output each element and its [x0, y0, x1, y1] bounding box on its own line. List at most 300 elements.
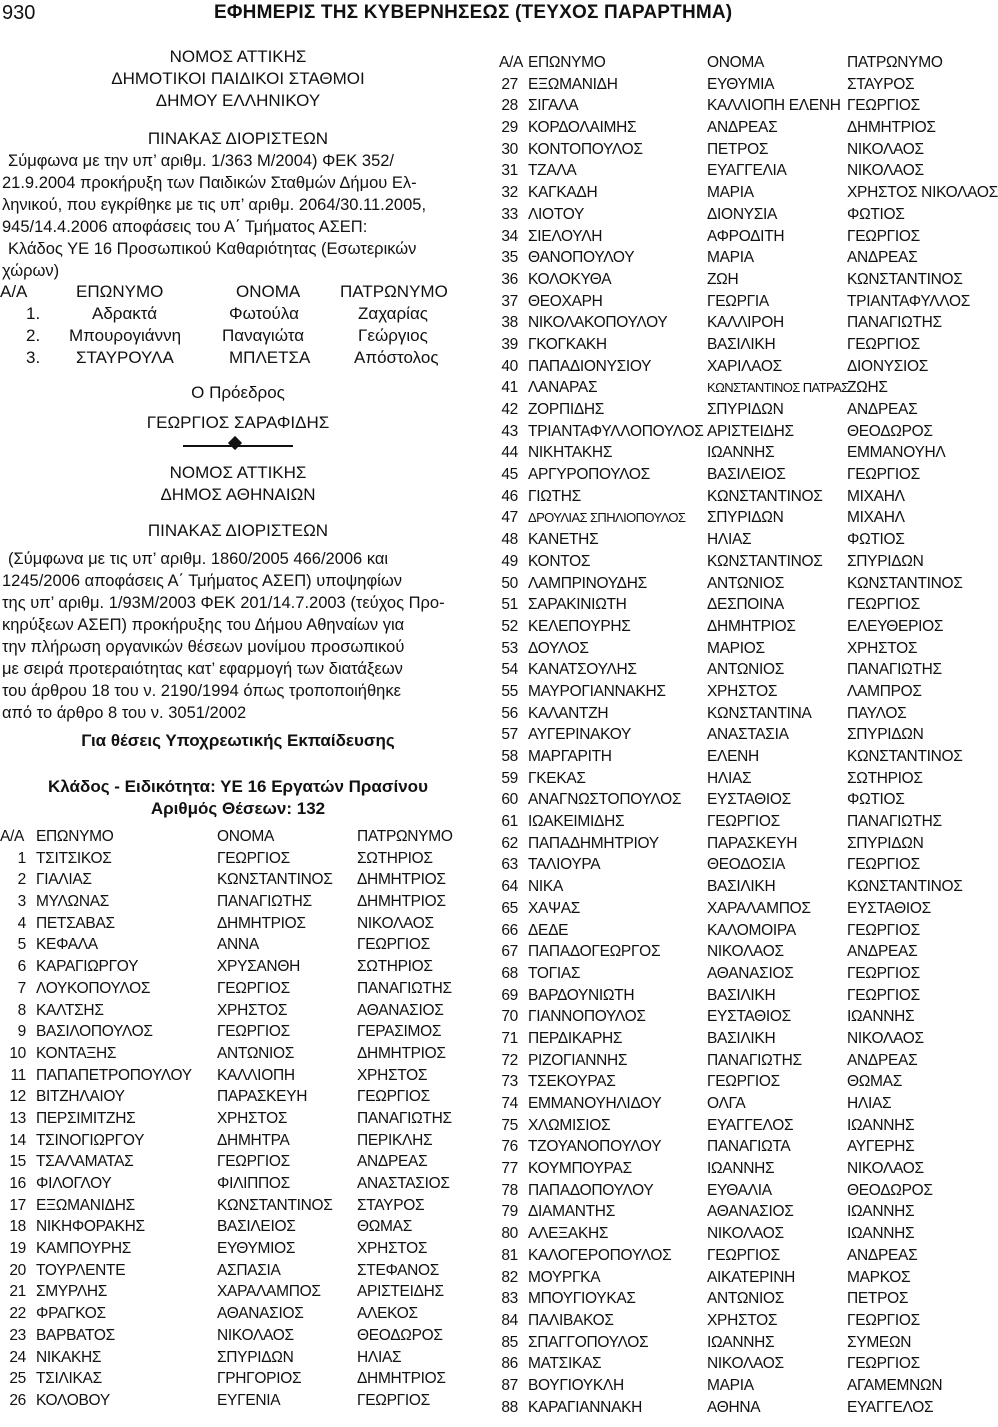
row-index: 72	[501, 1051, 518, 1069]
row-fathername: ΑΡΙΣΤΕΙΔΗΣ	[357, 1283, 444, 1301]
row-fathername: ΚΩΝΣΤΑΝΤΙΝΟΣ	[847, 748, 963, 765]
row-fathername: ΠΑΝΑΓΙΩΤΗΣ	[357, 979, 452, 997]
row-fathername: ΗΛΙΑΣ	[357, 1348, 402, 1366]
table-row	[0, 1281, 476, 1303]
row-name: ΚΩΝΣΤΑΝΤΙΝΑ	[707, 704, 812, 722]
table-row	[0, 1086, 476, 1108]
row-surname: ΚΟΡΔΟΛΑΙΜΗΣ	[528, 119, 637, 137]
row-surname: ΜΥΛΩΝΑΣ	[36, 893, 110, 911]
section2-table-right	[499, 52, 998, 1418]
row-name: ΓΕΩΡΓΙΟΣ	[217, 849, 290, 867]
row-index: 21	[9, 1283, 26, 1301]
row-name: ΜΑΡΙΟΣ	[707, 639, 765, 657]
row-surname: ΒΙΤΖΗΛΑΙΟΥ	[36, 1088, 125, 1106]
row-name: ΚΩΝΣΤΑΝΤΙΝΟΣ ΠΑΤΡΑΣ	[707, 380, 849, 396]
row-surname: ΚΟΝΤΟΠΟΥΛΟΣ	[528, 140, 643, 158]
row-name: ΠΑΡΑΣΚΕΥΗ	[217, 1088, 308, 1106]
row-index: 74	[501, 1095, 518, 1112]
row-name: ΜΑΡΙΑ	[707, 1376, 754, 1394]
row-fathername: ΤΡΙΑΝΤΑΦΥΛΛΟΣ	[847, 292, 971, 310]
table-row	[499, 269, 963, 291]
row-fathername: ΓΕΩΡΓΙΟΣ	[847, 335, 920, 353]
row-index: 32	[501, 184, 518, 202]
row-index: 82	[501, 1268, 518, 1286]
row-name: ΟΛΓΑ	[707, 1095, 746, 1112]
row-name: ΝΙΚΟΛΑΟΣ	[707, 943, 784, 961]
row-name: ΑΣΠΑΣΙΑ	[217, 1261, 281, 1279]
table-row	[0, 891, 476, 913]
row-surname: ΣΜΥΡΛΗΣ	[36, 1283, 108, 1301]
row-index: 80	[501, 1225, 518, 1243]
row-index: 81	[501, 1246, 518, 1264]
row-index: 66	[501, 921, 518, 939]
row-surname: ΒΑΡΔΟΥΝΙΩΤΗ	[528, 986, 635, 1004]
row-fathername: ΜΙΧΑΗΛ	[847, 509, 905, 527]
row-name: ΔΕΣΠΟΙΝΑ	[707, 596, 784, 614]
row-fathername: ΔΙΟΝΥΣΙΟΣ	[847, 357, 929, 375]
row-surname: ΚΑΡΑΓΙΩΡΓΟΥ	[36, 958, 139, 976]
table-row	[499, 139, 960, 161]
row-surname: ΠΑΠΑΔΟΓΕΩΡΓΟΣ	[528, 943, 661, 961]
section2-title-1: ΝΟΜΟΣ ΑΤΤΙΚΗΣ	[169, 463, 307, 482]
table-row	[0, 326, 476, 348]
section2-intro-line: την πλήρωση οργανικών θέσεων μονίμου προσωπικού	[2, 638, 405, 656]
row-fathername: ΑΝΔΡΕΑΣ	[847, 249, 918, 267]
row-name: ΧΑΡΑΛΑΜΠΟΣ	[707, 899, 811, 917]
row-surname: ΔΙΑΜΑΝΤΗΣ	[528, 1203, 615, 1221]
row-fathername: ΓΕΩΡΓΙΟΣ	[847, 1311, 920, 1329]
row-name: ΑΝΤΩΝΙΟΣ	[707, 574, 785, 592]
section1-intro-line: 21.9.2004 προκήρυξη των Παιδικών Σταθμών Δήμου Ελ-	[2, 174, 417, 192]
row-fathername: ΣΤΕΦΑΝΟΣ	[357, 1261, 440, 1279]
row-name: ΠΑΝΑΓΙΩΤΑ	[707, 1138, 791, 1156]
section2-table-left	[0, 826, 476, 1412]
row-index: 1	[17, 849, 26, 867]
row-fathername: ΕΜΜΑΝΟΥΗΛ	[847, 444, 946, 462]
row-surname: ΑΡΓΥΡΟΠΟΥΛΟΣ	[528, 466, 650, 484]
row-index: 50	[501, 574, 518, 592]
row-fathername: ΘΩΜΑΣ	[847, 1073, 902, 1091]
row-surname: ΘΕΟΧΑΡΗ	[528, 292, 603, 310]
row-fathername: ΝΙΚΟΛΑΟΣ	[847, 1029, 924, 1047]
row-name: ΑΝΤΩΝΙΟΣ	[217, 1044, 295, 1062]
row-surname: ΓΙΩΤΗΣ	[528, 487, 581, 505]
row-name: ΚΑΛΛΙΡΟΗ	[707, 314, 784, 332]
row-name: ΑΙΚΑΤΕΡΙΝΗ	[707, 1268, 796, 1286]
row-index: 2	[17, 871, 26, 889]
row-index: 73	[501, 1073, 518, 1091]
col-name: ΟΝΟΜΑ	[707, 54, 765, 71]
row-surname: ΑΝΑΓΝΩΣΤΟΠΟΥΛΟΣ	[528, 791, 682, 809]
row-index: 85	[501, 1333, 518, 1351]
row-index: 34	[501, 227, 518, 245]
row-name: ΓΕΩΡΓΙΟΣ	[217, 1153, 290, 1171]
row-surname: ΚΑΛΤΣΗΣ	[36, 1001, 104, 1019]
row-fathername: ΣΠΥΡΙΔΩΝ	[847, 552, 924, 570]
row-surname: ΑΛΕΞΑΚΗΣ	[528, 1225, 609, 1243]
row-name: ΙΩΑΝΝΗΣ	[707, 1160, 775, 1178]
row-name: ΚΩΝΣΤΑΝΤΙΝΟΣ	[217, 871, 333, 889]
row-name: ΧΡΗΣΤΟΣ	[217, 1109, 288, 1127]
row-surname: ΚΑΝΕΤΗΣ	[528, 531, 599, 549]
row-index: 88	[501, 1398, 518, 1416]
section1-intro	[0, 150, 476, 282]
table-row	[499, 1006, 960, 1028]
row-index: 3	[17, 893, 26, 911]
row-name: ΕΥΣΤΑΘΙΟΣ	[707, 791, 791, 809]
table-row	[0, 1303, 476, 1325]
row-name: ΕΥΑΓΓΕΛΙΑ	[707, 162, 787, 180]
row-fathername: Ζαχαρίας	[358, 304, 428, 323]
col-aa: Α/Α	[499, 54, 524, 71]
row-surname: Αδρακτά	[92, 304, 158, 323]
row-fathername: ΚΩΝΣΤΑΝΤΙΝΟΣ	[847, 574, 963, 592]
row-name: ΑΘΑΝΑΣΙΟΣ	[217, 1305, 304, 1323]
row-surname: ΚΑΜΠΟΥΡΗΣ	[36, 1240, 132, 1258]
row-fathername: ΕΥΑΓΓΕΛΟΣ	[847, 1398, 934, 1416]
row-fathername: ΧΡΗΣΤΟΣ	[847, 639, 918, 657]
row-fathername: ΧΡΗΣΤΟΣ	[357, 1066, 428, 1084]
row-surname: ΚΟΥΜΠΟΥΡΑΣ	[528, 1160, 632, 1178]
row-index: 11	[10, 1066, 26, 1084]
row-name: ΧΡΥΣΑΝΘΗ	[217, 958, 300, 976]
row-fathername: ΓΕΩΡΓΙΟΣ	[847, 986, 920, 1004]
row-name: ΠΕΤΡΟΣ	[707, 140, 769, 158]
row-name: ΣΠΥΡΙΔΩΝ	[217, 1348, 294, 1366]
row-surname: ΚΕΦΑΛΑ	[36, 936, 98, 954]
section2-intro-line: της υπ’ αριθμ. 1/93Μ/2003 ΦΕΚ 201/14.7.2003 (τεύχος Προ-	[2, 594, 445, 612]
row-fathername: ΣΩΤΗΡΙΟΣ	[357, 958, 433, 976]
row-index: 41	[501, 379, 518, 397]
row-index: 79	[501, 1203, 518, 1221]
table-row	[499, 204, 960, 226]
row-fathername: Γεώργιος	[358, 326, 428, 345]
table-row	[499, 399, 960, 421]
row-index: 31	[501, 162, 518, 180]
row-surname: ΕΜΜΑΝΟΥΗΛΙΔΟΥ	[528, 1095, 662, 1112]
row-name: ΙΩΑΝΝΗΣ	[707, 1333, 775, 1351]
row-index: 35	[501, 249, 518, 267]
table-row	[499, 659, 960, 681]
row-name: ΔΗΜΗΤΡΙΟΣ	[707, 617, 796, 635]
table-row	[499, 442, 960, 464]
row-fathername: ΛΑΜΠΡΟΣ	[847, 682, 922, 700]
row-surname: ΤΣΕΚΟΥΡΑΣ	[528, 1073, 616, 1091]
row-fathername: ΑΝΔΡΕΑΣ	[357, 1153, 428, 1171]
row-surname: ΤΣΑΛΑΜΑΤΑΣ	[36, 1153, 134, 1171]
row-index: 15	[9, 1153, 26, 1171]
section2-intro-line: κηρύξεων ΑΣΕΠ) προκήρυξης του Δήμου Αθηναίων για	[2, 616, 405, 634]
row-index: 14	[9, 1131, 26, 1149]
table-row	[499, 356, 960, 378]
row-fathername: ΚΩΝΣΤΑΝΤΙΝΟΣ	[847, 270, 963, 288]
table-row	[499, 95, 960, 117]
section2-intro-line: (Σύμφωνα με τις υπ’ αριθμ. 1860/2005 466/2006 και	[8, 550, 389, 568]
row-index: 43	[501, 422, 518, 440]
row-surname: ΚΕΛΕΠΟΥΡΗΣ	[528, 617, 631, 635]
row-name: ΓΕΩΡΓΙΟΣ	[217, 979, 290, 997]
row-fathername: ΙΩΑΝΝΗΣ	[847, 1225, 915, 1243]
row-surname: ΚΑΡΑΓΙΑΝΝΑΚΗ	[528, 1398, 643, 1416]
row-fathername: ΦΩΤΙΟΣ	[847, 205, 905, 223]
row-index: 70	[501, 1008, 518, 1026]
row-index: 65	[501, 899, 518, 917]
row-name: ΜΑΡΙΑ	[707, 249, 754, 267]
col-aa: Α/Α	[0, 828, 25, 845]
row-name: ΙΩΑΝΝΗΣ	[707, 444, 775, 462]
table-row	[499, 160, 960, 182]
table-row	[499, 1180, 960, 1202]
row-surname: ΤΑΛΙΟΥΡΑ	[528, 856, 601, 874]
row-fathername: ΓΕΩΡΓΙΟΣ	[357, 1391, 430, 1409]
subheading: Για θέσεις Υποχρεωτικής Εκπαίδευσης	[81, 731, 395, 750]
section1-table-title: ΠΙΝΑΚΑΣ ΔΙΟΡΙΣΤΕΩΝ	[147, 129, 329, 148]
row-index: 86	[501, 1355, 518, 1373]
row-name: ΔΗΜΗΤΡΑ	[217, 1131, 290, 1149]
table-row	[499, 1071, 960, 1093]
row-name: ΚΑΛΛΙΟΠΗ ΕΛΕΝΗ	[707, 97, 841, 115]
row-index: 7	[17, 979, 26, 997]
row-fathername: ΓΕΡΑΣΙΜΟΣ	[357, 1023, 442, 1041]
row-surname: ΓΙΑΝΝΟΠΟΥΛΟΣ	[528, 1008, 646, 1026]
row-surname: ΤΣΙΛΙΚΑΣ	[36, 1370, 102, 1388]
table-row	[499, 486, 960, 508]
table-row	[499, 1245, 960, 1267]
table-row	[499, 226, 960, 248]
row-name: ΕΥΣΤΑΘΙΟΣ	[707, 1008, 791, 1026]
section1-table-header	[0, 282, 476, 304]
row-index: 87	[501, 1376, 518, 1394]
table-row	[0, 1216, 476, 1238]
row-surname: ΣΠΑΓΓΟΠΟΥΛΟΣ	[528, 1333, 649, 1351]
section1-intro-line: Σύμφωνα με την υπ’ αριθμ. 1/363 Μ/2004) ΦΕΚ 352/	[8, 152, 395, 170]
row-surname: ΣΙΓΑΛΑ	[528, 97, 579, 115]
row-fathername: ΝΙΚΟΛΑΟΣ	[847, 162, 924, 180]
table-row	[499, 1050, 960, 1072]
row-name: ΔΙΟΝΥΣΙΑ	[707, 205, 778, 223]
row-index: 25	[9, 1370, 26, 1388]
row-index: 27	[501, 75, 518, 93]
row-surname: ΓΙΑΛΙΑΣ	[36, 871, 92, 889]
row-fathername: ΑΝΔΡΕΑΣ	[847, 401, 918, 418]
row-surname: ΠΑΠΑΠΕΤΡΟΠΟΥΛΟΥ	[36, 1066, 192, 1084]
col-name: ΟΝΟΜΑ	[236, 282, 301, 301]
row-index: 29	[501, 119, 518, 137]
signature-name: ΓΕΩΡΓΙΟΣ ΣΑΡΑΦΙΔΗΣ	[146, 413, 330, 432]
row-surname: ΛΑΜΠΡΙΝΟΥΔΗΣ	[528, 574, 647, 592]
table-row	[0, 1043, 476, 1065]
col-surname: ΕΠΩΝΥΜΟ	[528, 54, 606, 71]
row-index: 76	[501, 1138, 518, 1156]
table-row	[0, 1238, 476, 1260]
row-name: ΑΘΑΝΑΣΙΟΣ	[707, 964, 794, 982]
table-row	[499, 1397, 960, 1419]
table-row	[499, 985, 960, 1007]
row-surname: ΚΑΓΚΑΔΗ	[528, 184, 598, 202]
row-fathername: ΓΕΩΡΓΙΟΣ	[847, 921, 920, 939]
row-surname: ΝΙΚΗΤΑΚΗΣ	[528, 444, 613, 462]
row-surname: ΤΖΑΛΑ	[528, 162, 577, 180]
table-row	[499, 703, 960, 725]
col-fathername: ΠΑΤΡΩΝΥΜΟ	[847, 54, 943, 71]
row-name: ΜΠΛΕΤΣΑ	[229, 348, 311, 367]
row-surname: ΚΟΝΤΟΣ	[528, 552, 591, 570]
row-index: 36	[501, 270, 518, 288]
row-surname: ΙΩΑΚΕΙΜΙΔΗΣ	[528, 813, 625, 831]
row-index: 56	[501, 704, 518, 722]
section2-intro-line: από το άρθρο 8 του ν. 3051/2002	[2, 704, 247, 722]
row-name: ΕΥΘΥΜΙΑ	[707, 75, 775, 93]
table-row	[0, 978, 476, 1000]
table-header	[0, 826, 476, 848]
table-row	[0, 956, 476, 978]
row-index: 26	[9, 1391, 26, 1409]
table-row	[499, 1288, 960, 1310]
row-surname: ΣΙΕΛΟΥΛΗ	[528, 227, 603, 245]
row-fathername: ΓΕΩΡΓΙΟΣ	[357, 1088, 430, 1106]
row-fathername: ΠΑΝΑΓΙΩΤΗΣ	[847, 813, 942, 831]
row-fathername: ΕΛΕΥΘΕΡΙΟΣ	[847, 617, 944, 635]
row-surname: ΚΟΝΤΑΞΗΣ	[36, 1044, 117, 1062]
row-fathername: ΑΝΔΡΕΑΣ	[847, 1246, 918, 1264]
row-surname: ΦΙΛΟΓΛΟΥ	[36, 1175, 112, 1192]
row-index: 33	[501, 205, 518, 223]
row-name: ΣΠΥΡΙΔΩΝ	[707, 401, 784, 418]
row-name: ΑΝΤΩΝΙΟΣ	[707, 661, 785, 679]
row-surname: ΜΑΥΡΟΓΙΑΝΝΑΚΗΣ	[528, 682, 666, 700]
table-row	[0, 1347, 476, 1369]
table-row	[0, 1195, 476, 1217]
col-fathername: ΠΑΤΡΩΝΥΜΟ	[357, 828, 453, 845]
row-index: 64	[501, 878, 518, 896]
row-surname: ΜΑΤΣΙΚΑΣ	[528, 1355, 602, 1373]
row-surname: ΤΣΙΝΟΓΙΩΡΓΟΥ	[36, 1131, 145, 1149]
row-name: ΑΝΑΣΤΑΣΙΑ	[707, 726, 789, 744]
section1-intro-line: χώρων)	[2, 262, 60, 280]
row-index: 44	[501, 444, 518, 462]
table-row	[0, 1021, 476, 1043]
row-index: 20	[9, 1261, 26, 1279]
row-index: 54	[501, 661, 518, 679]
row-index: 47	[501, 509, 518, 527]
table-row	[0, 1390, 476, 1412]
row-name: ΠΑΝΑΓΙΩΤΗΣ	[217, 893, 312, 911]
row-surname: ΜΠΟΥΓΙΟΥΚΑΣ	[528, 1290, 636, 1308]
table-row	[0, 848, 476, 870]
row-index: 4	[17, 914, 26, 932]
row-surname: ΒΟΥΓΙΟΥΚΛΗ	[528, 1376, 624, 1394]
row-fathername: ΓΕΩΡΓΙΟΣ	[847, 596, 920, 614]
table-header	[499, 52, 960, 74]
table-row	[499, 1375, 960, 1397]
row-fathername: ΚΩΝΣΤΑΝΤΙΝΟΣ	[847, 878, 963, 896]
row-index: 53	[501, 639, 518, 657]
row-index: 55	[501, 682, 518, 700]
row-surname: ΜΑΡΓΑΡΙΤΗ	[528, 748, 612, 765]
table-row	[499, 746, 963, 768]
section1-title-2: ΔΗΜΟΤΙΚΟΙ ΠΑΙΔΙΚΟΙ ΣΤΑΘΜΟΙ	[111, 69, 365, 88]
row-surname: ΤΖΟΥΑΝΟΠΟΥΛΟΥ	[528, 1138, 662, 1156]
row-fathername: ΗΛΙΑΣ	[847, 1095, 892, 1112]
row-index: 63	[501, 856, 518, 874]
table-row	[499, 1223, 960, 1245]
row-name: ΚΑΛΟΜΟΙΡΑ	[707, 921, 796, 939]
section1-intro-line: 945/14.4.2006 αποφάσεις του Α΄ Τμήματος ΑΣΕΠ:	[2, 218, 368, 236]
row-name: ΖΩΗ	[707, 270, 739, 288]
row-fathername: ΔΗΜΗΤΡΙΟΣ	[357, 871, 446, 889]
row-fathername: ΙΩΑΝΝΗΣ	[847, 1008, 915, 1026]
row-name: ΧΡΗΣΤΟΣ	[707, 682, 778, 700]
row-index: 24	[9, 1348, 26, 1366]
table-row	[499, 768, 960, 790]
row-index: 22	[9, 1305, 26, 1323]
left-column	[0, 46, 476, 1412]
row-name: ΑΘΗΝΑ	[707, 1398, 761, 1416]
row-index: 42	[501, 401, 518, 418]
table-row	[499, 833, 960, 855]
row-name: ΣΠΥΡΙΔΩΝ	[707, 509, 784, 527]
row-surname: ΝΙΚΗΦΟΡΑΚΗΣ	[36, 1218, 145, 1236]
page-header	[0, 0, 960, 34]
row-fathername: ΘΕΟΔΩΡΟΣ	[847, 1181, 933, 1199]
table-row	[499, 312, 960, 334]
row-index: 58	[501, 748, 518, 765]
row-name: ΑΝΔΡΕΑΣ	[707, 119, 778, 137]
row-fathername: ΘΕΟΔΩΡΟΣ	[847, 422, 933, 440]
table-row	[499, 421, 960, 443]
row-fathername: ΓΕΩΡΓΙΟΣ	[357, 936, 430, 954]
section2-title-2: ΔΗΜΟΣ ΑΘΗΝΑΙΩΝ	[160, 485, 316, 504]
table-row	[0, 1130, 476, 1152]
branch-line-1: Κλάδος - Ειδικότητα: ΥΕ 16 Εργατών Πρασίνου	[48, 777, 428, 796]
row-name: ΕΥΘΥΜΙΟΣ	[217, 1240, 296, 1258]
table-row	[0, 1325, 476, 1347]
row-fathername: ΣΩΤΗΡΙΟΣ	[847, 769, 923, 787]
table-row	[0, 1173, 476, 1195]
col-surname: ΕΠΩΝΥΜΟ	[36, 828, 114, 845]
row-surname: ΚΑΛΑΝΤΖΗ	[528, 704, 609, 722]
row-index: 6	[17, 958, 26, 976]
row-name: ΕΥΘΑΛΙΑ	[707, 1181, 772, 1199]
row-name: ΒΑΣΙΛΕΙΟΣ	[707, 466, 786, 484]
table-row	[499, 117, 960, 139]
row-index: 39	[501, 335, 518, 353]
row-surname: ΧΑΨΑΣ	[528, 899, 581, 917]
row-surname: ΣΑΡΑΚΙΝΙΩΤΗ	[528, 596, 627, 614]
row-name: ΓΕΩΡΓΙΟΣ	[217, 1023, 290, 1041]
row-surname: ΣΤΑΥΡΟΥΛΑ	[76, 348, 174, 367]
row-index: 23	[9, 1326, 26, 1344]
table-row	[0, 304, 476, 326]
row-surname: ΒΑΣΙΛΟΠΟΥΛΟΣ	[36, 1023, 153, 1041]
row-index: 46	[501, 487, 518, 505]
row-name: ΑΦΡΟΔΙΤΗ	[707, 227, 785, 245]
row-fathername: ΦΩΤΙΟΣ	[847, 791, 905, 809]
row-index: 1.	[26, 304, 41, 323]
row-surname: ΖΟΡΠΙΔΗΣ	[528, 401, 605, 418]
right-column	[499, 52, 998, 1418]
row-fathername: ΣΥΜΕΩΝ	[847, 1333, 912, 1351]
row-index: 51	[501, 596, 518, 614]
row-fathername: ΔΗΜΗΤΡΙΟΣ	[357, 1370, 446, 1388]
row-surname: ΠΑΠΑΔΟΠΟΥΛΟΥ	[528, 1181, 654, 1199]
row-index: 60	[501, 791, 518, 809]
row-fathername: ΓΕΩΡΓΙΟΣ	[847, 1355, 920, 1373]
row-index: 19	[9, 1240, 26, 1258]
row-surname: ΚΟΛΟΒΟΥ	[36, 1391, 110, 1409]
section1-title-1: ΝΟΜΟΣ ΑΤΤΙΚΗΣ	[169, 47, 307, 66]
table-row	[499, 898, 960, 920]
